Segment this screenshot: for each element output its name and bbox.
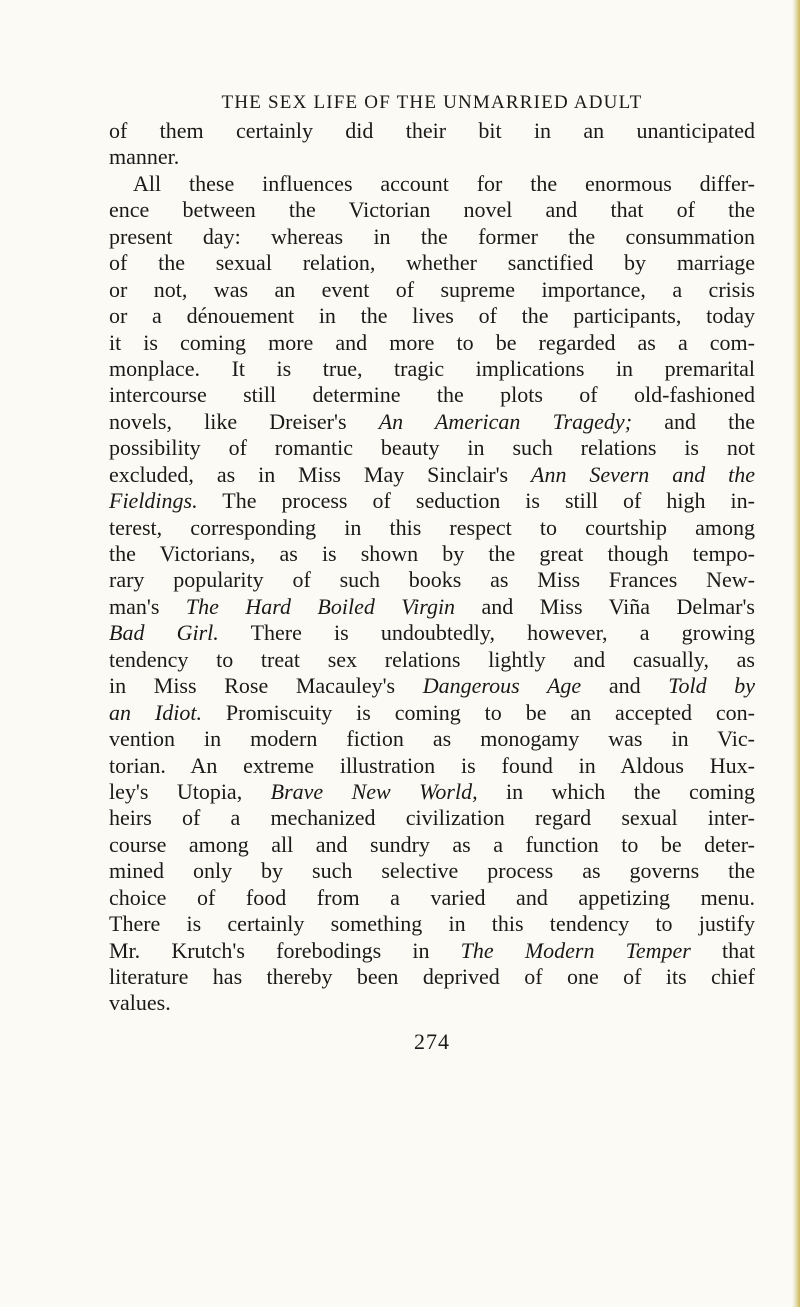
text-line: values. [109, 990, 171, 1016]
text-line: ence between the Victorian novel and that of the [109, 197, 755, 223]
text-line: tendency to treat sex relations lightly and casually, as [109, 646, 755, 672]
text-line: Mr. Krutch's forebodings in The Modern Temper that [109, 937, 755, 963]
book-title: Fieldings. [109, 488, 198, 514]
text-line: terest, corresponding in this respect to courtship among [109, 514, 755, 540]
text-line: rary popularity of such books as Miss Frances New- [109, 567, 755, 593]
text-line: There is certainly something in this tendency to justify [109, 911, 755, 937]
book-title: The Hard Boiled Virgin [185, 593, 456, 619]
book-title: an Idiot. [109, 699, 202, 725]
text-line: vention in modern fiction as monogamy was in Vic- [109, 726, 755, 752]
text-line: of the sexual relation, whether sanctified by marriage [109, 250, 755, 276]
text-line: heirs of a mechanized civilization regard sexual inter- [109, 805, 755, 831]
text-line: Fieldings. The process of seduction is still of high in- [109, 488, 755, 514]
text-line: man's The Hard Boiled Virgin and Miss Viña Delmar's [109, 593, 755, 619]
text-line: literature has thereby been deprived of one of its chief [109, 964, 755, 989]
text-line: intercourse still determine the plots of old-fashioned [109, 382, 755, 408]
text-line: manner. [109, 144, 180, 170]
text-line: mined only by such selective process as governs the [109, 858, 755, 884]
page-number: 274 [414, 1028, 450, 1054]
text-line: it is coming more and more to be regarded as a com- [109, 329, 755, 355]
running-head: THE SEX LIFE OF THE UNMARRIED ADULT [221, 92, 643, 113]
text-line: excluded, as in Miss May Sinclair's Ann Severn and the [109, 461, 756, 487]
text-line: All these influences account for the enormous differ- [133, 170, 755, 196]
page-edge [792, 0, 800, 1307]
text-line: of them certainly did their bit in an unanticipated [109, 118, 755, 143]
book-page [109, 88, 755, 1055]
book-title: Brave New World, [270, 778, 478, 804]
text-line: choice of food from a varied and appetizing menu. [109, 884, 755, 910]
text-line: present day: whereas in the former the consummation [109, 223, 755, 249]
text-line: torian. An extreme illustration is found in Aldous Hux- [109, 752, 755, 778]
book-title: Dangerous Age [422, 673, 582, 699]
text-line: an Idiot. Promiscuity is coming to be an accepted con- [109, 699, 755, 725]
text-line: or a dénouement in the lives of the participants, today [109, 303, 755, 329]
text-line: or not, was an event of supreme importance, a crisis [109, 276, 755, 302]
book-title: The Modern Temper [460, 937, 691, 963]
text-line: ley's Utopia, Brave New World, in which the coming [109, 778, 756, 804]
book-title: Ann Severn and the [531, 461, 756, 487]
book-title: Bad Girl. [109, 620, 219, 646]
text-line: possibility of romantic beauty in such relations is not [109, 435, 755, 461]
body-text [109, 118, 755, 1017]
book-title: Told by [668, 673, 756, 699]
text-line: monplace. It is true, tragic implications in premarital [109, 355, 755, 381]
text-line: in Miss Rose Macauley's Dangerous Age and Told by [109, 673, 756, 699]
book-title: An American Tragedy; [378, 408, 633, 434]
text-line: course among all and sundry as a function to be deter- [109, 831, 755, 857]
text-line: the Victorians, as is shown by the great though tempo- [109, 541, 755, 566]
text-line: Bad Girl. There is undoubtedly, however, a growing [109, 620, 755, 646]
text-line: novels, like Dreiser's An American Tragedy; and the [109, 408, 755, 434]
